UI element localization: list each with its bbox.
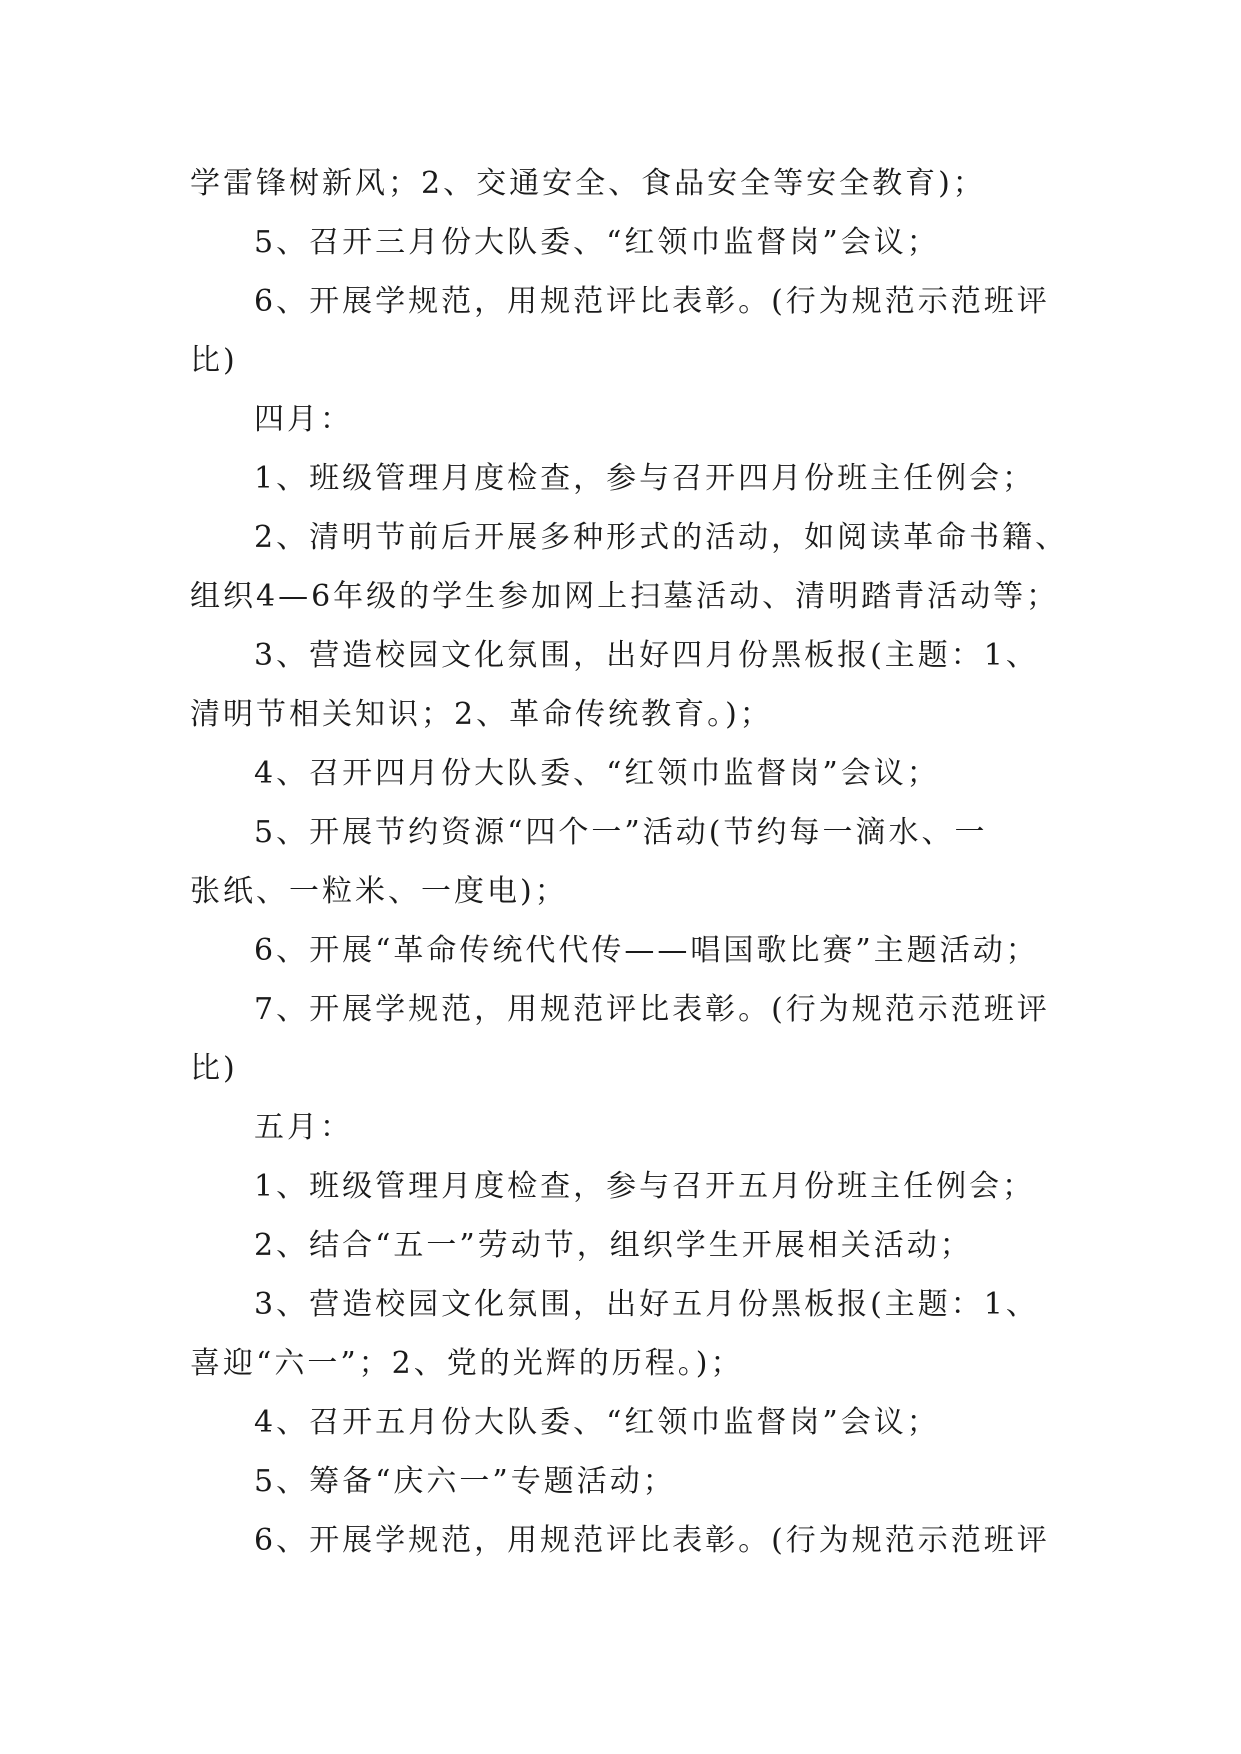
document-body bbox=[190, 154, 1070, 1570]
text-line: 五月： bbox=[254, 1110, 353, 1145]
text-line: 学雷锋树新风；2、交通安全、食品安全等安全教育)； bbox=[190, 166, 986, 201]
text-line: 6、开展学规范，用规范评比表彰。(行为规范示范班评 bbox=[254, 284, 1050, 319]
text-line: 5、开展节约资源“四个一”活动(节约每一滴水、一 bbox=[254, 815, 988, 850]
text-line: 5、筹备“庆六一”专题活动； bbox=[254, 1464, 676, 1499]
text-line: 清明节相关知识；2、革命传统教育。)； bbox=[190, 697, 773, 732]
text-line: 5、召开三月份大队委、“红领巾监督岗”会议； bbox=[254, 225, 940, 260]
text-line: 7、开展学规范，用规范评比表彰。(行为规范示范班评 bbox=[254, 992, 1050, 1027]
text-line: 比) bbox=[190, 343, 238, 378]
text-line: 1、班级管理月度检查，参与召开五月份班主任例会； bbox=[254, 1169, 1036, 1204]
text-line: 4、召开五月份大队委、“红领巾监督岗”会议； bbox=[254, 1405, 940, 1440]
text-line: 4、召开四月份大队委、“红领巾监督岗”会议； bbox=[254, 756, 940, 791]
text-line: 组织4—6年级的学生参加网上扫墓活动、清明踏青活动等； bbox=[190, 579, 1060, 614]
text-line: 比) bbox=[190, 1051, 238, 1086]
text-line: 6、开展“革命传统代代传——唱国歌比赛”主题活动； bbox=[254, 933, 1039, 968]
text-line: 1、班级管理月度检查，参与召开四月份班主任例会； bbox=[254, 461, 1036, 496]
text-line: 张纸、一粒米、一度电)； bbox=[190, 874, 568, 909]
text-line: 6、开展学规范，用规范评比表彰。(行为规范示范班评 bbox=[254, 1523, 1050, 1558]
text-line: 四月： bbox=[254, 402, 353, 437]
text-line: 2、清明节前后开展多种形式的活动，如阅读革命书籍、 bbox=[254, 520, 1069, 555]
text-line: 2、结合“五一”劳动节，组织学生开展相关活动； bbox=[254, 1228, 973, 1263]
text-line: 3、营造校园文化氛围，出好四月份黑板报(主题：1、 bbox=[254, 638, 1039, 673]
text-line: 喜迎“六一”；2、党的光辉的历程。)； bbox=[190, 1346, 744, 1381]
text-line: 3、营造校园文化氛围，出好五月份黑板报(主题：1、 bbox=[254, 1287, 1039, 1322]
